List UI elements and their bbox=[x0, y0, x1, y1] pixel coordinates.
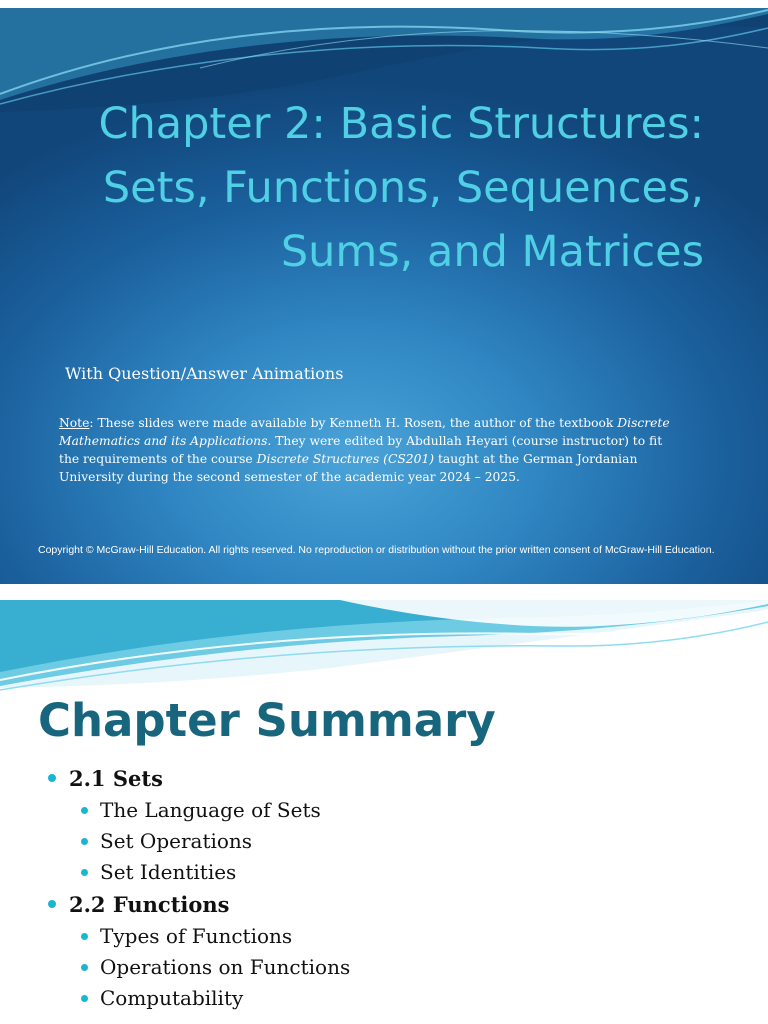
bullet-icon bbox=[81, 995, 88, 1002]
title-line: Sets, Functions, Sequences, bbox=[102, 163, 704, 213]
slide-subtitle: With Question/Answer Animations bbox=[65, 364, 344, 383]
list-item bbox=[0, 921, 768, 952]
list-item bbox=[0, 983, 768, 1014]
bullet-icon bbox=[81, 964, 88, 971]
bullet-icon bbox=[81, 869, 88, 876]
title-line: Sums, and Matrices bbox=[280, 227, 704, 277]
list-item-label: Set Identities bbox=[100, 860, 237, 884]
note-paragraph bbox=[59, 414, 679, 486]
section-heading bbox=[0, 888, 768, 921]
summary-list bbox=[0, 762, 768, 1014]
course-title: Discrete Structures (CS201) bbox=[256, 452, 435, 466]
bullet-icon bbox=[48, 900, 56, 908]
list-item bbox=[0, 795, 768, 826]
list-item bbox=[0, 857, 768, 888]
list-item-label: The Language of Sets bbox=[100, 798, 321, 822]
note-label: Note bbox=[59, 416, 90, 430]
slide-title: Chapter Summary bbox=[38, 694, 496, 747]
bullet-icon bbox=[81, 807, 88, 814]
list-item bbox=[0, 826, 768, 857]
section-heading bbox=[0, 762, 768, 795]
note-text: . They were edited by Abdullah Heyari (course instructor) to fit the requirements of the course bbox=[59, 434, 663, 466]
book-title: Discrete Mathematics and its Applications bbox=[59, 416, 670, 448]
note-text: : These slides were made available by Kenneth H. Rosen, the author of the textbook bbox=[89, 416, 618, 430]
note-text: taught at the German Jordanian University during the second semester of the academic year 2024 – 2025. bbox=[59, 452, 638, 484]
bullet-icon bbox=[81, 838, 88, 845]
summary-slide bbox=[0, 600, 768, 1024]
list-item-label: Operations on Functions bbox=[100, 955, 351, 979]
section-heading-label: 2.1 Sets bbox=[69, 766, 163, 791]
list-item-label: Types of Functions bbox=[100, 924, 293, 948]
list-item-label: Computability bbox=[100, 986, 244, 1010]
slide-title bbox=[44, 92, 704, 284]
title-slide bbox=[0, 8, 768, 584]
list-item bbox=[0, 952, 768, 983]
bullet-icon bbox=[48, 774, 56, 782]
title-line: Chapter 2: Basic Structures: bbox=[98, 99, 704, 149]
wave-decoration bbox=[0, 600, 768, 700]
section-heading-label: 2.2 Functions bbox=[69, 892, 230, 917]
copyright-notice: Copyright © McGraw-Hill Education. All rights reserved. No reproduction or distribution without the prior written consent of McGraw-Hill Education. bbox=[38, 544, 715, 556]
bullet-icon bbox=[81, 933, 88, 940]
list-item-label: Set Operations bbox=[100, 829, 253, 853]
